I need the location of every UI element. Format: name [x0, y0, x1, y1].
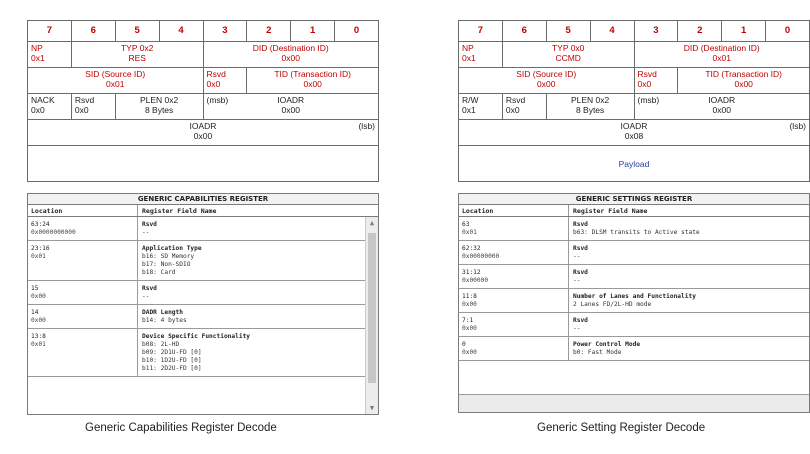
- bit-label: 4: [590, 21, 634, 42]
- location-column-header: Location: [28, 205, 138, 216]
- register-title: GENERIC SETTINGS REGISTER: [459, 194, 809, 205]
- field-value: 0x00: [462, 325, 477, 332]
- scroll-thumb[interactable]: [368, 233, 376, 383]
- field-cell: [138, 217, 365, 240]
- plen-field: PLEN 0x2 8 Bytes: [546, 94, 634, 120]
- ioadr-lsb-field: (lsb) IOADR 0x00: [28, 120, 379, 146]
- field-cell: [138, 281, 365, 304]
- location-cell: [28, 329, 138, 376]
- field-name: Power Control Mode: [573, 341, 641, 348]
- capabilities-decode-panel: [27, 20, 379, 412]
- bit-range: 14: [31, 309, 39, 316]
- bit-label: 3: [203, 21, 247, 42]
- field-value: 0x00: [31, 317, 46, 324]
- bit-range: 15: [31, 285, 39, 292]
- field-value: 0x00: [462, 301, 477, 308]
- field-description: b10: 1D2U-FD [0]: [142, 357, 202, 364]
- bit-label: 0: [335, 21, 379, 42]
- nack-field: NACK 0x0: [28, 94, 72, 120]
- rsvd-field: Rsvd 0x0: [634, 68, 678, 94]
- bit-label: 5: [115, 21, 159, 42]
- field-cell: [569, 265, 809, 288]
- rsvd-field: Rsvd 0x0: [203, 68, 247, 94]
- field-description: b63: DLSM transits to Active state: [573, 229, 700, 236]
- field-description: 2 Lanes FD/2L-HD mode: [573, 301, 652, 308]
- settings-register-window: [458, 193, 810, 413]
- ioadr-msb-field: (msb) IOADR 0x00: [634, 94, 810, 120]
- register-row: [459, 241, 809, 265]
- field-cell: [138, 305, 365, 328]
- field-column-header: Register Field Name: [573, 207, 648, 215]
- tid-field: TID (Transaction ID) 0x00: [247, 68, 379, 94]
- scroll-up-icon[interactable]: ▲: [369, 219, 375, 227]
- bit-label: 4: [159, 21, 203, 42]
- rsvd-field-2: Rsvd 0x0: [502, 94, 546, 120]
- register-scrollbar[interactable]: [365, 217, 378, 414]
- field-name: DADR Length: [142, 309, 183, 316]
- register-row: [459, 217, 809, 241]
- bit-label: 7: [459, 21, 503, 42]
- register-row: [28, 305, 378, 329]
- location-cell: [459, 265, 569, 288]
- register-rows: [459, 217, 809, 361]
- field-cell: [569, 217, 809, 240]
- field-cell: [138, 329, 365, 376]
- location-column-header: Location: [459, 205, 569, 216]
- field-name: Rsvd: [573, 269, 588, 276]
- bit-label: 7: [28, 21, 72, 42]
- register-header: [459, 205, 809, 217]
- bit-range: 7:1: [462, 317, 474, 324]
- field-value: 0x00000: [462, 277, 489, 284]
- field-value: 0x00: [462, 349, 477, 356]
- field-description: --: [142, 293, 150, 300]
- field-description: b14: 4 bytes: [142, 317, 187, 324]
- field-value: 0x0000000000: [31, 229, 76, 236]
- field-description: b17: Non-SDIO: [142, 261, 191, 268]
- register-row: [459, 313, 809, 337]
- register-row: [28, 281, 378, 305]
- bit-range: 0: [462, 341, 466, 348]
- register-row: [459, 337, 809, 361]
- field-description: --: [142, 229, 150, 236]
- did-field: DID (Destination ID) 0x01: [634, 42, 810, 68]
- scroll-down-icon[interactable]: ▼: [369, 404, 375, 412]
- bit-label: 0: [766, 21, 810, 42]
- register-row: [28, 329, 378, 377]
- bit-label: 6: [71, 21, 115, 42]
- register-title: GENERIC CAPABILITIES REGISTER: [28, 194, 378, 205]
- tid-field: TID (Transaction ID) 0x00: [678, 68, 810, 94]
- field-name: Rsvd: [142, 285, 157, 292]
- field-name: Number of Lanes and Functionality: [573, 293, 696, 300]
- ioadr-msb-field: (msb) IOADR 0x00: [203, 94, 379, 120]
- field-name: Device Specific Functionality: [142, 333, 251, 340]
- bit-label: 6: [502, 21, 546, 42]
- bit-range: 63: [462, 221, 470, 228]
- field-cell: [138, 241, 365, 280]
- bit-label: 3: [634, 21, 678, 42]
- location-cell: [459, 313, 569, 336]
- register-row: [28, 241, 378, 281]
- rw-field: R/W 0x1: [459, 94, 503, 120]
- location-cell: [459, 337, 569, 360]
- rsvd-field-2: Rsvd 0x0: [71, 94, 115, 120]
- np-field: NP 0x1: [459, 42, 503, 68]
- field-name: Rsvd: [142, 221, 157, 228]
- sid-field: SID (Source ID) 0x00: [459, 68, 635, 94]
- typ-field: TYP 0x0 CCMD: [502, 42, 634, 68]
- capabilities-register-window: [27, 193, 379, 415]
- field-name: Application Type: [142, 245, 202, 252]
- plen-field: PLEN 0x2 8 Bytes: [115, 94, 203, 120]
- register-empty-area: [459, 394, 809, 412]
- ioadr-lsb-field: (lsb) IOADR 0x08: [459, 120, 810, 146]
- field-description: b08: 2L-HD: [142, 341, 180, 348]
- field-value: 0x00: [31, 293, 46, 300]
- response-packet-table: [27, 20, 379, 182]
- bit-header-row: [459, 21, 810, 42]
- register-header: [28, 205, 378, 217]
- did-field: DID (Destination ID) 0x00: [203, 42, 379, 68]
- payload-field: Payload: [459, 146, 810, 182]
- location-cell: [28, 281, 138, 304]
- location-cell: [28, 305, 138, 328]
- field-description: --: [573, 277, 581, 284]
- bit-range: 13:8: [31, 333, 46, 340]
- bit-range: 31:12: [462, 269, 481, 276]
- field-value: 0x00000000: [462, 253, 500, 260]
- field-description: b09: 2D1U-FD [0]: [142, 349, 202, 356]
- bit-range: 63:24: [31, 221, 50, 228]
- field-description: b16: SD Memory: [142, 253, 195, 260]
- right-caption: Generic Setting Register Decode: [537, 422, 706, 434]
- typ-field: TYP 0x2 RES: [71, 42, 203, 68]
- field-description: b18: Card: [142, 269, 176, 276]
- left-caption: Generic Capabilities Register Decode: [85, 422, 277, 434]
- field-cell: [569, 241, 809, 264]
- location-cell: [459, 241, 569, 264]
- bit-label: 2: [678, 21, 722, 42]
- field-name: Rsvd: [573, 221, 588, 228]
- bit-label: 1: [291, 21, 335, 42]
- field-name: Rsvd: [573, 245, 588, 252]
- field-value: 0x01: [31, 253, 46, 260]
- bit-header-row: [28, 21, 379, 42]
- command-packet-table: [458, 20, 810, 182]
- bit-range: 11:8: [462, 293, 477, 300]
- sid-field: SID (Source ID) 0x01: [28, 68, 204, 94]
- field-value: 0x01: [31, 341, 46, 348]
- location-cell: [459, 289, 569, 312]
- field-description: --: [573, 325, 581, 332]
- field-name: Rsvd: [573, 317, 588, 324]
- bit-range: 62:32: [462, 245, 481, 252]
- bit-label: 5: [546, 21, 590, 42]
- location-cell: [28, 241, 138, 280]
- field-column-header: Register Field Name: [142, 207, 217, 215]
- register-row: [459, 265, 809, 289]
- field-cell: [569, 289, 809, 312]
- field-description: --: [573, 253, 581, 260]
- field-cell: [569, 337, 809, 360]
- register-rows: [28, 217, 378, 377]
- bit-label: 1: [722, 21, 766, 42]
- field-description: b11: 2D2U-FD [0]: [142, 365, 202, 372]
- location-cell: [459, 217, 569, 240]
- bit-label: 2: [247, 21, 291, 42]
- field-cell: [569, 313, 809, 336]
- register-row: [459, 289, 809, 313]
- register-row: [28, 217, 378, 241]
- payload-field: [28, 146, 379, 182]
- field-value: 0x01: [462, 229, 477, 236]
- location-cell: [28, 217, 138, 240]
- settings-decode-panel: [458, 20, 810, 356]
- field-description: b0: Fast Mode: [573, 349, 622, 356]
- np-field: NP 0x1: [28, 42, 72, 68]
- bit-range: 23:16: [31, 245, 50, 252]
